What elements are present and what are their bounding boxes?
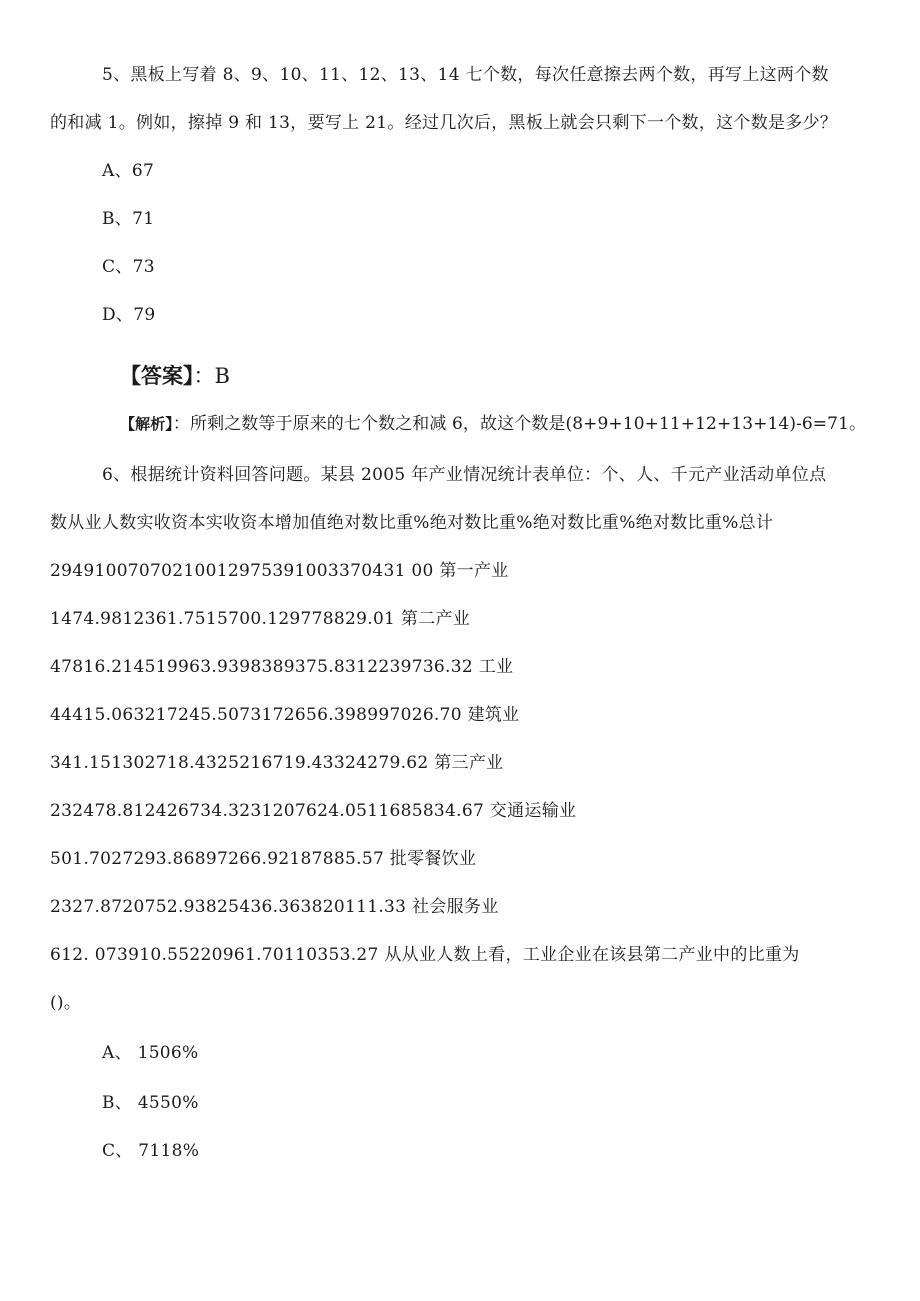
- q5-stem-line-2: 的和减 1。例如，擦掉 9 和 13，要写上 21。经过几次后，黑板上就会只剩下一个数，这个数是多少？: [50, 113, 838, 133]
- q6-table-line: 232478.812426734.3231207624.0511685834.67 交通运输业: [50, 801, 577, 821]
- q6-table-line: 29491007070210012975391003370431 00 第一产业: [50, 561, 509, 581]
- analysis-text: ：所剩之数等于原来的七个数之和减 6，故这个数是(8+9+10+11+12+13+14)-6=71。: [172, 414, 867, 434]
- q5-analysis: [120, 413, 866, 435]
- q5-stem-line-1: 5、黑板上写着 8、9、10、11、12、13、14 七个数，每次任意擦去两个数，再写上这两个数: [102, 65, 829, 85]
- q5-option-d: D、79: [102, 305, 156, 325]
- q6-option-a: A、 1506%: [102, 1043, 199, 1063]
- q6-option-c: C、 7118%: [102, 1141, 200, 1161]
- q5-option-b: B、71: [102, 209, 155, 229]
- q6-stem-line-1: 6、根据统计资料回答问题。某县 2005 年产业情况统计表单位：个、人、千元产业活动单位点: [102, 465, 827, 485]
- q6-table-line: 1474.9812361.7515700.129778829.01 第二产业: [50, 609, 471, 629]
- q5-option-c: C、73: [102, 257, 155, 277]
- q5-option-a: A、67: [102, 161, 155, 181]
- answer-label: 【答案】: [120, 364, 194, 388]
- q5-answer: [120, 362, 230, 390]
- answer-value: B: [214, 364, 230, 388]
- analysis-label: 【解析】: [120, 415, 173, 433]
- q6-table-line: 44415.063217245.5073172656.398997026.70 建筑业: [50, 705, 520, 725]
- answer-separator: ：: [193, 364, 215, 388]
- q6-stem-line-2: 数从业人数实收资本实收资本增加值绝对数比重%绝对数比重%绝对数比重%绝对数比重%总计: [50, 513, 774, 533]
- q6-table-line: 501.7027293.86897266.92187885.57 批零餐饮业: [50, 849, 477, 869]
- q6-option-b: B、 4550%: [102, 1093, 199, 1113]
- q6-stem-end: ()。: [50, 993, 82, 1013]
- q6-table-line: 2327.8720752.93825436.363820111.33 社会服务业: [50, 897, 499, 917]
- q6-table-line: 612. 073910.55220961.70110353.27 从从业人数上看，工业企业在该县第二产业中的比重为: [50, 945, 800, 965]
- q6-table-line: 341.151302718.4325216719.43324279.62 第三产业: [50, 753, 504, 773]
- q6-table-line: 47816.214519963.9398389375.8312239736.32 工业: [50, 657, 514, 677]
